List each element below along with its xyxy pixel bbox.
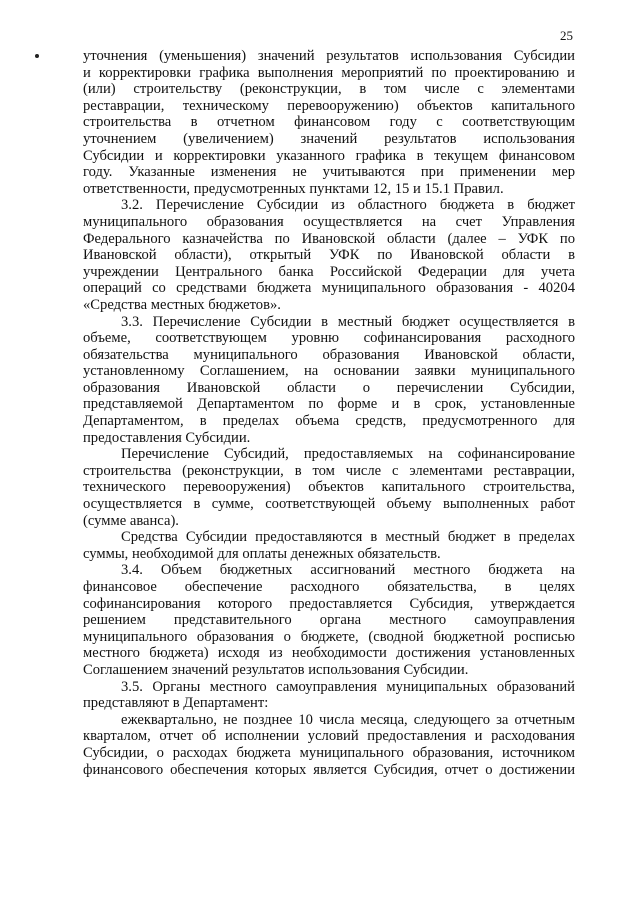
scan-speck [35,54,39,58]
text-line: 3.2. Перечисление Субсидии из областного бюджета в бюджет [121,197,575,214]
text-line: (сумме аванса). [83,512,179,529]
text-line: Средства Субсидии предоставляются в местный бюджет в пределах [121,529,575,546]
text-line: Субсидии и корректировки указанного графика в текущем финансовом [83,147,575,164]
text-line: обязательства муниципального образования Ивановской области, [83,346,575,363]
text-line: 3.4. Объем бюджетных ассигнований местного бюджета на [121,562,575,579]
text-line: операций со средствами бюджета муниципального образования - 40204 [83,280,575,297]
text-line: суммы, необходимой для оплаты денежных обязательств. [83,545,441,562]
text-line: реставрации, техническому перевооружению) объектов капитального [83,97,575,114]
text-line: представляемой Департаментом по форме и в срок, установленные [83,396,575,413]
text-line: решением представительного органа местного самоуправления [83,612,575,629]
text-line: муниципального образования о бюджете, (сводной бюджетной росписью [83,628,575,645]
text-line: местного бюджета) исходя из необходимости достижения установленных [83,645,575,662]
text-line: представляют в Департамент: [83,695,269,712]
text-line: 3.3. Перечисление Субсидии в местный бюджет осуществляется в [121,313,575,330]
text-line: учреждении Центрального банка Российской Федерации для учета [83,263,575,280]
text-line: строительства в отчетном финансовом году с соответствующим [83,114,575,131]
text-line: Ивановской области), открытый УФК по Ивановской области в [83,247,575,264]
page-number: 25 [560,28,573,43]
text-line: муниципального образования осуществляется на счет Управления [83,213,575,230]
text-line: 3.5. Органы местного самоуправления муниципальных образований [121,678,575,695]
text-line: Перечисление Субсидий, предоставляемых на софинансирование [121,446,575,463]
text-line: ответственности, предусмотренных пунктами 12, 15 и 15.1 Правил. [83,180,504,197]
text-line: предоставления Субсидии. [83,429,251,446]
text-line: Субсидии, о расходах бюджета муниципального образования, источником [83,744,575,761]
text-line: году. Указанные изменения не учитываются при применении мер [83,164,575,181]
text-line: уточнения (уменьшения) значений результатов использования Субсидии [83,48,575,64]
text-line: и корректировки графика выполнения мероприятий по проектированию и [83,64,575,81]
text-line: строительства (реконструкции, в том числе с элементами реставрации, [83,462,575,479]
text-line: технического перевооружения) объектов капитального строительства, [83,479,575,496]
text-line: Департаментом, в пределах объема средств, предусмотренного для [83,413,575,430]
text-line: кварталом, отчет об исполнении условий предоставления и расходования [83,728,575,745]
text-line: объеме, соответствующем уровню софинансирования расходного [83,330,575,347]
text-line: Федерального казначейства по Ивановской области (далее – УФК по [83,230,575,247]
text-line: ежеквартально, не позднее 10 числа месяца, следующего за отчетным [121,711,575,728]
document-body [83,48,575,778]
text-line: Соглашением значений результатов использования Субсидии. [83,661,469,678]
text-line: финансового обеспечения которых является Субсидия, отчет о достижении [83,761,575,778]
text-line: образования Ивановской области о перечислении Субсидии, [83,379,575,396]
text-line: (или) строительству (реконструкции, в том числе с элементами [83,81,575,98]
text-line: финансовое обеспечение расходного обязательства, в целях [83,579,575,595]
text-line: осуществляется в сумме, соответствующей объему выполненных работ [83,496,575,513]
text-line: «Средства местных бюджетов». [83,296,281,313]
text-line: уточнением (увеличением) значений результатов использования [83,130,575,147]
text-line: софинансирования которого предоставляется Субсидия, утверждается [83,595,575,612]
text-line: установленному Соглашением, на основании заявки муниципального [83,363,575,380]
